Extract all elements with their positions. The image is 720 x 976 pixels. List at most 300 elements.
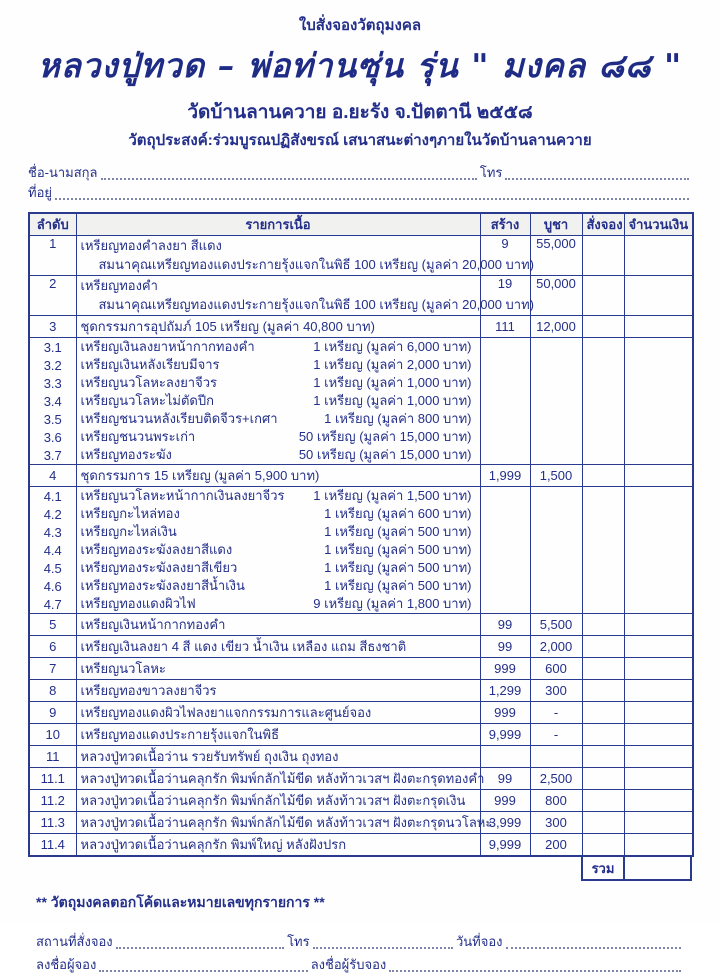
item-qty-value: 1 เหรียญ (มูลค่า 500 บาท)	[324, 578, 472, 593]
order-no-cell: 3.6	[29, 428, 76, 446]
receiver-sign-label: ลงชื่อผู้รับจอง	[310, 957, 387, 972]
address-line	[28, 184, 692, 204]
amount-cell	[624, 505, 693, 523]
item-name-cell	[76, 702, 480, 724]
price-cell: 12,000	[530, 316, 582, 338]
made-count-cell	[480, 523, 530, 541]
amount-cell	[624, 356, 693, 374]
order-table-body	[29, 236, 693, 857]
column-header: บูชา	[530, 213, 582, 236]
item-name: เหรียญนวโลหะหน้ากากเงินลงยาจีวร	[80, 488, 285, 503]
item-name: หลวงปู่ทวดเนื้อว่าน รวยรับทรัพย์ ถุงเงิน ถุงทอง	[80, 749, 339, 764]
order-qty-cell	[582, 487, 624, 506]
amount-cell	[624, 702, 693, 724]
amount-cell	[624, 812, 693, 834]
order-place-fill-line	[116, 947, 284, 949]
item-row	[29, 790, 693, 812]
amount-cell	[624, 541, 693, 559]
order-no-cell: 7	[29, 658, 76, 680]
item-name-line	[81, 338, 476, 356]
item-name: เหรียญนวโลหะไม่ตัดปีก	[80, 393, 214, 408]
amount-cell	[624, 724, 693, 746]
orderer-sign-fill-line	[99, 970, 307, 972]
price-cell	[530, 392, 582, 410]
order-qty-cell	[582, 316, 624, 338]
item-name-cell	[76, 577, 480, 595]
order-place-line	[36, 930, 684, 953]
order-table	[28, 212, 694, 857]
item-qty-value: 1 เหรียญ (มูลค่า 1,000 บาท)	[313, 375, 472, 390]
item-qty-value: 50 เหรียญ (มูลค่า 15,000 บาท)	[298, 447, 472, 462]
order-no-cell: 11.3	[29, 812, 76, 834]
price-cell: 200	[530, 834, 582, 857]
order-no-cell: 4.1	[29, 487, 76, 506]
item-name: เหรียญทองระฆัง	[80, 447, 172, 462]
column-header: รายการเนื้อ	[76, 213, 480, 236]
item-qty-value: 1 เหรียญ (มูลค่า 6,000 บาท)	[313, 339, 472, 354]
order-qty-cell	[582, 541, 624, 559]
amount-cell	[624, 392, 693, 410]
sub-item-row	[29, 338, 693, 357]
sub-item-row	[29, 523, 693, 541]
total-row	[581, 857, 692, 881]
item-name: เหรียญทองแดงประกายรุ้งแจกในพิธี	[80, 727, 280, 742]
address-label: ที่อยู่	[28, 185, 52, 200]
item-qty-value: 1 เหรียญ (มูลค่า 600 บาท)	[324, 506, 472, 521]
column-header: จำนวนเงิน	[624, 213, 693, 236]
order-no-cell: 2	[29, 276, 76, 316]
item-row	[29, 702, 693, 724]
item-qty-value: 1 เหรียญ (มูลค่า 800 บาท)	[324, 411, 472, 426]
made-count-cell: 9,999	[480, 724, 530, 746]
item-row	[29, 465, 693, 487]
order-qty-cell	[582, 428, 624, 446]
item-qty-value: 1 เหรียญ (มูลค่า 2,000 บาท)	[313, 357, 472, 372]
item-name-line	[81, 595, 476, 613]
item-name-line	[81, 392, 476, 410]
item-name: เหรียญเงินลงยาหน้ากากทองคำ	[80, 339, 255, 354]
item-name-cell	[76, 428, 480, 446]
amount-cell	[624, 316, 693, 338]
item-row	[29, 768, 693, 790]
order-qty-cell	[582, 374, 624, 392]
order-qty-cell	[582, 446, 624, 465]
order-qty-cell	[582, 768, 624, 790]
order-qty-cell	[582, 559, 624, 577]
purpose-line: วัตถุประสงค์:ร่วมบูรณปฏิสังขรณ์ เสนาสนะต่างๆภายในวัดบ้านลานควาย	[128, 132, 592, 149]
customer-info-section	[28, 164, 692, 204]
price-cell: 600	[530, 658, 582, 680]
item-name-cell	[76, 505, 480, 523]
footer-fields-section	[36, 930, 684, 976]
price-cell: 50,000	[530, 276, 582, 316]
item-qty-value: 9 เหรียญ (มูลค่า 1,800 บาท)	[313, 596, 472, 611]
price-cell: 800	[530, 790, 582, 812]
order-no-cell: 3.7	[29, 446, 76, 465]
header-row	[29, 213, 693, 236]
amount-cell	[624, 577, 693, 595]
name-label: ชื่อ-นามสกุล	[28, 165, 98, 180]
item-name-cell	[76, 392, 480, 410]
sub-item-row	[29, 595, 693, 614]
item-qty-value: 1 เหรียญ (มูลค่า 1,500 บาท)	[313, 488, 472, 503]
item-name: หลวงปู่ทวดเนื้อว่านคลุกรัก พิมพ์ใหญ่ หลังฝังปรก	[80, 837, 347, 852]
made-count-cell	[480, 487, 530, 506]
made-count-cell: 111	[480, 316, 530, 338]
order-qty-cell	[582, 523, 624, 541]
price-cell	[530, 746, 582, 768]
order-no-cell: 3.5	[29, 410, 76, 428]
total-label: รวม	[581, 857, 623, 881]
item-name-cell	[76, 834, 480, 857]
made-count-cell	[480, 410, 530, 428]
item-name-cell	[76, 614, 480, 636]
item-name: ชุดกรรมการอุปถัมภ์ 105 เหรียญ (มูลค่า 40,800 บาท)	[80, 319, 375, 334]
orderer-sign-label: ลงชื่อผู้จอง	[36, 957, 97, 972]
price-cell: 2,000	[530, 636, 582, 658]
item-row	[29, 636, 693, 658]
item-row	[29, 724, 693, 746]
made-count-cell	[480, 577, 530, 595]
item-name-cell	[76, 768, 485, 790]
item-row	[29, 834, 693, 857]
item-bonus-note: สมนาคุณเหรียญทองแดงประกายรุ้งแจกในพิธี 100 เหรียญ (มูลค่า 20,000 บาท)	[98, 297, 534, 312]
item-name-line	[81, 446, 476, 464]
item-name-line	[81, 487, 476, 505]
made-count-cell: 9,999	[480, 834, 530, 857]
made-count-cell	[480, 392, 530, 410]
item-name: เหรียญนวโลหะ	[80, 661, 166, 676]
item-name-cell	[76, 724, 480, 746]
amount-cell	[624, 790, 693, 812]
item-name-cell	[76, 658, 480, 680]
made-count-cell: 999	[480, 658, 530, 680]
item-name: เหรียญนวโลหะลงยาจีวร	[80, 375, 218, 390]
amount-cell	[624, 768, 693, 790]
item-name: เหรียญทองแดงผิวไฟ	[80, 596, 196, 611]
item-qty-value: 1 เหรียญ (มูลค่า 1,000 บาท)	[313, 393, 472, 408]
footer-phone-fill-line	[313, 947, 453, 949]
order-qty-cell	[582, 276, 624, 316]
footnote: ** วัตถุมงคลตอกโค้ดและหมายเลขทุกรายการ **	[36, 894, 325, 910]
order-qty-cell	[582, 465, 624, 487]
price-cell	[530, 487, 582, 506]
sub-item-row	[29, 559, 693, 577]
item-name: หลวงปู่ทวดเนื้อว่านคลุกรัก พิมพ์กลักไม้ขีด หลังท้าวเวสฯ ฝังตะกรุดเงิน	[80, 793, 466, 808]
temple-line: วัดบ้านลานควาย อ.ยะรัง จ.ปัตตานี ๒๕๕๘	[187, 102, 533, 123]
item-name: หลวงปู่ทวดเนื้อว่านคลุกรัก พิมพ์กลักไม้ขีด หลังท้าวเวสฯ ฝังตะกรุดทองคำ	[80, 771, 485, 786]
order-qty-cell	[582, 577, 624, 595]
order-no-cell: 11	[29, 746, 76, 768]
item-name-line	[81, 541, 476, 559]
amount-cell	[624, 559, 693, 577]
price-cell: 2,500	[530, 768, 582, 790]
order-qty-cell	[582, 338, 624, 357]
order-qty-cell	[582, 724, 624, 746]
order-place-label: สถานที่สั่งจอง	[36, 934, 113, 949]
sub-item-row	[29, 487, 693, 506]
sub-item-row	[29, 505, 693, 523]
item-row	[29, 316, 693, 338]
order-no-cell: 3	[29, 316, 76, 338]
item-name-cell	[76, 446, 480, 465]
item-name-line	[81, 559, 476, 577]
amount-cell	[624, 658, 693, 680]
price-cell	[530, 446, 582, 465]
item-row	[29, 658, 693, 680]
order-no-cell: 11.2	[29, 790, 76, 812]
order-qty-cell	[582, 236, 624, 276]
item-name: เหรียญทองคำ	[80, 278, 158, 293]
price-cell	[530, 595, 582, 614]
order-no-cell: 4.6	[29, 577, 76, 595]
amount-cell	[624, 446, 693, 465]
order-qty-cell	[582, 702, 624, 724]
made-count-cell	[480, 356, 530, 374]
item-name: เหรียญทองระฆังลงยาสีแดง	[80, 542, 233, 557]
amount-cell	[624, 374, 693, 392]
sub-item-row	[29, 356, 693, 374]
amount-cell	[624, 834, 693, 857]
made-count-cell: 999	[480, 702, 530, 724]
price-cell: 55,000	[530, 236, 582, 276]
price-cell	[530, 541, 582, 559]
order-no-cell: 4	[29, 465, 76, 487]
made-count-cell	[480, 446, 530, 465]
price-cell	[530, 374, 582, 392]
order-no-cell: 3.1	[29, 338, 76, 357]
item-qty-value: 1 เหรียญ (มูลค่า 500 บาท)	[324, 524, 472, 539]
order-no-cell: 8	[29, 680, 76, 702]
price-cell: 300	[530, 680, 582, 702]
order-date-fill-line	[506, 947, 681, 949]
made-count-cell: 9	[480, 236, 530, 276]
order-no-cell: 4.4	[29, 541, 76, 559]
order-qty-cell	[582, 790, 624, 812]
item-name-cell	[76, 410, 480, 428]
price-cell	[530, 523, 582, 541]
address-fill-line	[55, 198, 689, 200]
price-cell	[530, 505, 582, 523]
item-name: เหรียญทองคำลงยา สีแดง	[80, 238, 222, 253]
receiver-sign-fill-line	[389, 970, 681, 972]
phone-fill-line	[505, 178, 689, 180]
made-count-cell: 1,999	[480, 465, 530, 487]
item-name: เหรียญทองขาวลงยาจีวร	[80, 683, 217, 698]
item-row	[29, 746, 693, 768]
item-name-line	[81, 523, 476, 541]
item-name-cell	[76, 541, 480, 559]
price-cell: 300	[530, 812, 582, 834]
phone-label: โทร	[479, 165, 503, 180]
made-count-cell	[480, 541, 530, 559]
item-name-cell	[76, 523, 480, 541]
footer-phone-label: โทร	[287, 934, 310, 949]
item-name-cell	[76, 636, 480, 658]
order-no-cell: 4.7	[29, 595, 76, 614]
item-name: เหรียญทองระฆังลงยาสีเขียว	[80, 560, 238, 575]
order-qty-cell	[582, 392, 624, 410]
amount-cell	[624, 236, 693, 276]
item-name-line	[81, 410, 476, 428]
item-name-cell	[76, 236, 534, 276]
made-count-cell: 99	[480, 768, 530, 790]
item-qty-value: 50 เหรียญ (มูลค่า 15,000 บาท)	[298, 429, 472, 444]
item-row	[29, 236, 693, 276]
amount-cell	[624, 523, 693, 541]
order-qty-cell	[582, 505, 624, 523]
order-qty-cell	[582, 595, 624, 614]
price-cell	[530, 428, 582, 446]
order-no-cell: 3.4	[29, 392, 76, 410]
item-name-cell	[76, 465, 480, 487]
made-count-cell	[480, 374, 530, 392]
item-name-cell	[76, 790, 480, 812]
order-no-cell: 11.1	[29, 768, 76, 790]
made-count-cell	[480, 595, 530, 614]
made-count-cell	[480, 505, 530, 523]
item-name-line	[81, 505, 476, 523]
item-name-cell	[76, 812, 493, 834]
item-row	[29, 276, 693, 316]
item-name: เหรียญกะไหล่ทอง	[80, 506, 180, 521]
order-qty-cell	[582, 614, 624, 636]
order-no-cell: 4.3	[29, 523, 76, 541]
page-title: หลวงปู่ทวด – พ่อท่านซุ่น รุ่น " มงคล ๘๘ "	[37, 46, 683, 85]
price-cell	[530, 338, 582, 357]
amount-cell	[624, 487, 693, 506]
price-cell	[530, 559, 582, 577]
item-name-cell	[76, 374, 480, 392]
made-count-cell: 1,299	[480, 680, 530, 702]
item-name-cell	[76, 316, 480, 338]
order-no-cell: 3.2	[29, 356, 76, 374]
column-header: สั่งจอง	[582, 213, 624, 236]
order-qty-cell	[582, 410, 624, 428]
order-no-cell: 1	[29, 236, 76, 276]
order-no-cell: 6	[29, 636, 76, 658]
signature-line	[36, 953, 684, 976]
made-count-cell	[480, 559, 530, 577]
sub-item-row	[29, 446, 693, 465]
amount-cell	[624, 614, 693, 636]
item-name: เหรียญเงินหน้ากากทองคำ	[80, 617, 226, 632]
amount-cell	[624, 410, 693, 428]
form-type-title: ใบสั่งจองวัตถุมงคล	[298, 17, 422, 34]
order-date-label: วันที่จอง	[456, 934, 503, 949]
sub-item-row	[29, 428, 693, 446]
amount-cell	[624, 746, 693, 768]
item-bonus-note: สมนาคุณเหรียญทองแดงประกายรุ้งแจกในพิธี 100 เหรียญ (มูลค่า 20,000 บาท)	[98, 257, 534, 272]
item-name-line	[81, 577, 476, 595]
order-no-cell: 4.2	[29, 505, 76, 523]
price-cell: -	[530, 724, 582, 746]
name-phone-line	[28, 164, 692, 184]
column-header: สร้าง	[480, 213, 530, 236]
item-name: เหรียญเงินลงยา 4 สี แดง เขียว น้ำเงิน เหลือง แถม สีธงชาติ	[80, 639, 407, 654]
order-no-cell: 9	[29, 702, 76, 724]
amount-cell	[624, 595, 693, 614]
item-row	[29, 812, 693, 834]
amount-cell	[624, 636, 693, 658]
amount-cell	[624, 465, 693, 487]
item-name-line	[81, 428, 476, 446]
item-name-cell	[76, 338, 480, 357]
made-count-cell	[480, 428, 530, 446]
order-no-cell: 10	[29, 724, 76, 746]
item-name-cell	[76, 356, 480, 374]
order-no-cell: 11.4	[29, 834, 76, 857]
item-qty-value: 1 เหรียญ (มูลค่า 500 บาท)	[324, 560, 472, 575]
made-count-cell: 99	[480, 636, 530, 658]
order-qty-cell	[582, 812, 624, 834]
price-cell: 5,500	[530, 614, 582, 636]
item-name: เหรียญทองแดงผิวไฟลงยาแจกกรรมการและศูนย์จอง	[80, 705, 372, 720]
made-count-cell: 999	[480, 790, 530, 812]
item-name: เหรียญชนวนพระเก่า	[80, 429, 196, 444]
price-cell	[530, 410, 582, 428]
sub-item-row	[29, 577, 693, 595]
order-qty-cell	[582, 680, 624, 702]
sub-item-row	[29, 392, 693, 410]
item-name: เหรียญชนวนหลังเรียบติดจีวร+เกศา	[80, 411, 278, 426]
price-cell: 1,500	[530, 465, 582, 487]
item-name-cell	[76, 487, 480, 506]
sub-item-row	[29, 541, 693, 559]
made-count-cell: 99	[480, 614, 530, 636]
order-qty-cell	[582, 636, 624, 658]
order-no-cell: 3.3	[29, 374, 76, 392]
price-cell	[530, 356, 582, 374]
item-name: เหรียญเงินหลังเรียบมีจาร	[80, 357, 220, 372]
item-row	[29, 614, 693, 636]
amount-cell	[624, 680, 693, 702]
amount-cell	[624, 428, 693, 446]
made-count-cell: 19	[480, 276, 530, 316]
item-name: หลวงปู่ทวดเนื้อว่านคลุกรัก พิมพ์กลักไม้ขีด หลังท้าวเวสฯ ฝังตะกรุดนวโลหะ	[80, 815, 493, 830]
order-qty-cell	[582, 356, 624, 374]
sub-item-row	[29, 374, 693, 392]
order-qty-cell	[582, 834, 624, 857]
amount-cell	[624, 276, 693, 316]
item-name-line	[81, 356, 476, 374]
order-no-cell: 4.5	[29, 559, 76, 577]
item-name: เหรียญทองระฆังลงยาสีน้ำเงิน	[80, 578, 245, 593]
item-name: เหรียญกะไหล่เงิน	[80, 524, 177, 539]
order-table-head	[29, 213, 693, 236]
item-name-cell	[76, 559, 480, 577]
item-name-line	[81, 374, 476, 392]
item-row	[29, 680, 693, 702]
made-count-cell	[480, 746, 530, 768]
made-count-cell	[480, 338, 530, 357]
name-fill-line	[101, 178, 477, 180]
item-name: ชุดกรรมการ 15 เหรียญ (มูลค่า 5,900 บาท)	[80, 468, 320, 483]
price-cell: -	[530, 702, 582, 724]
order-qty-cell	[582, 658, 624, 680]
column-header: ลำดับ	[29, 213, 76, 236]
sub-item-row	[29, 410, 693, 428]
item-name-cell	[76, 746, 480, 768]
order-no-cell: 5	[29, 614, 76, 636]
item-name-cell	[76, 595, 480, 614]
made-count-cell: 3,999	[480, 812, 530, 834]
item-qty-value: 1 เหรียญ (มูลค่า 500 บาท)	[324, 542, 472, 557]
price-cell	[530, 577, 582, 595]
item-name-cell	[76, 680, 480, 702]
order-qty-cell	[582, 746, 624, 768]
total-amount-cell	[623, 857, 692, 881]
